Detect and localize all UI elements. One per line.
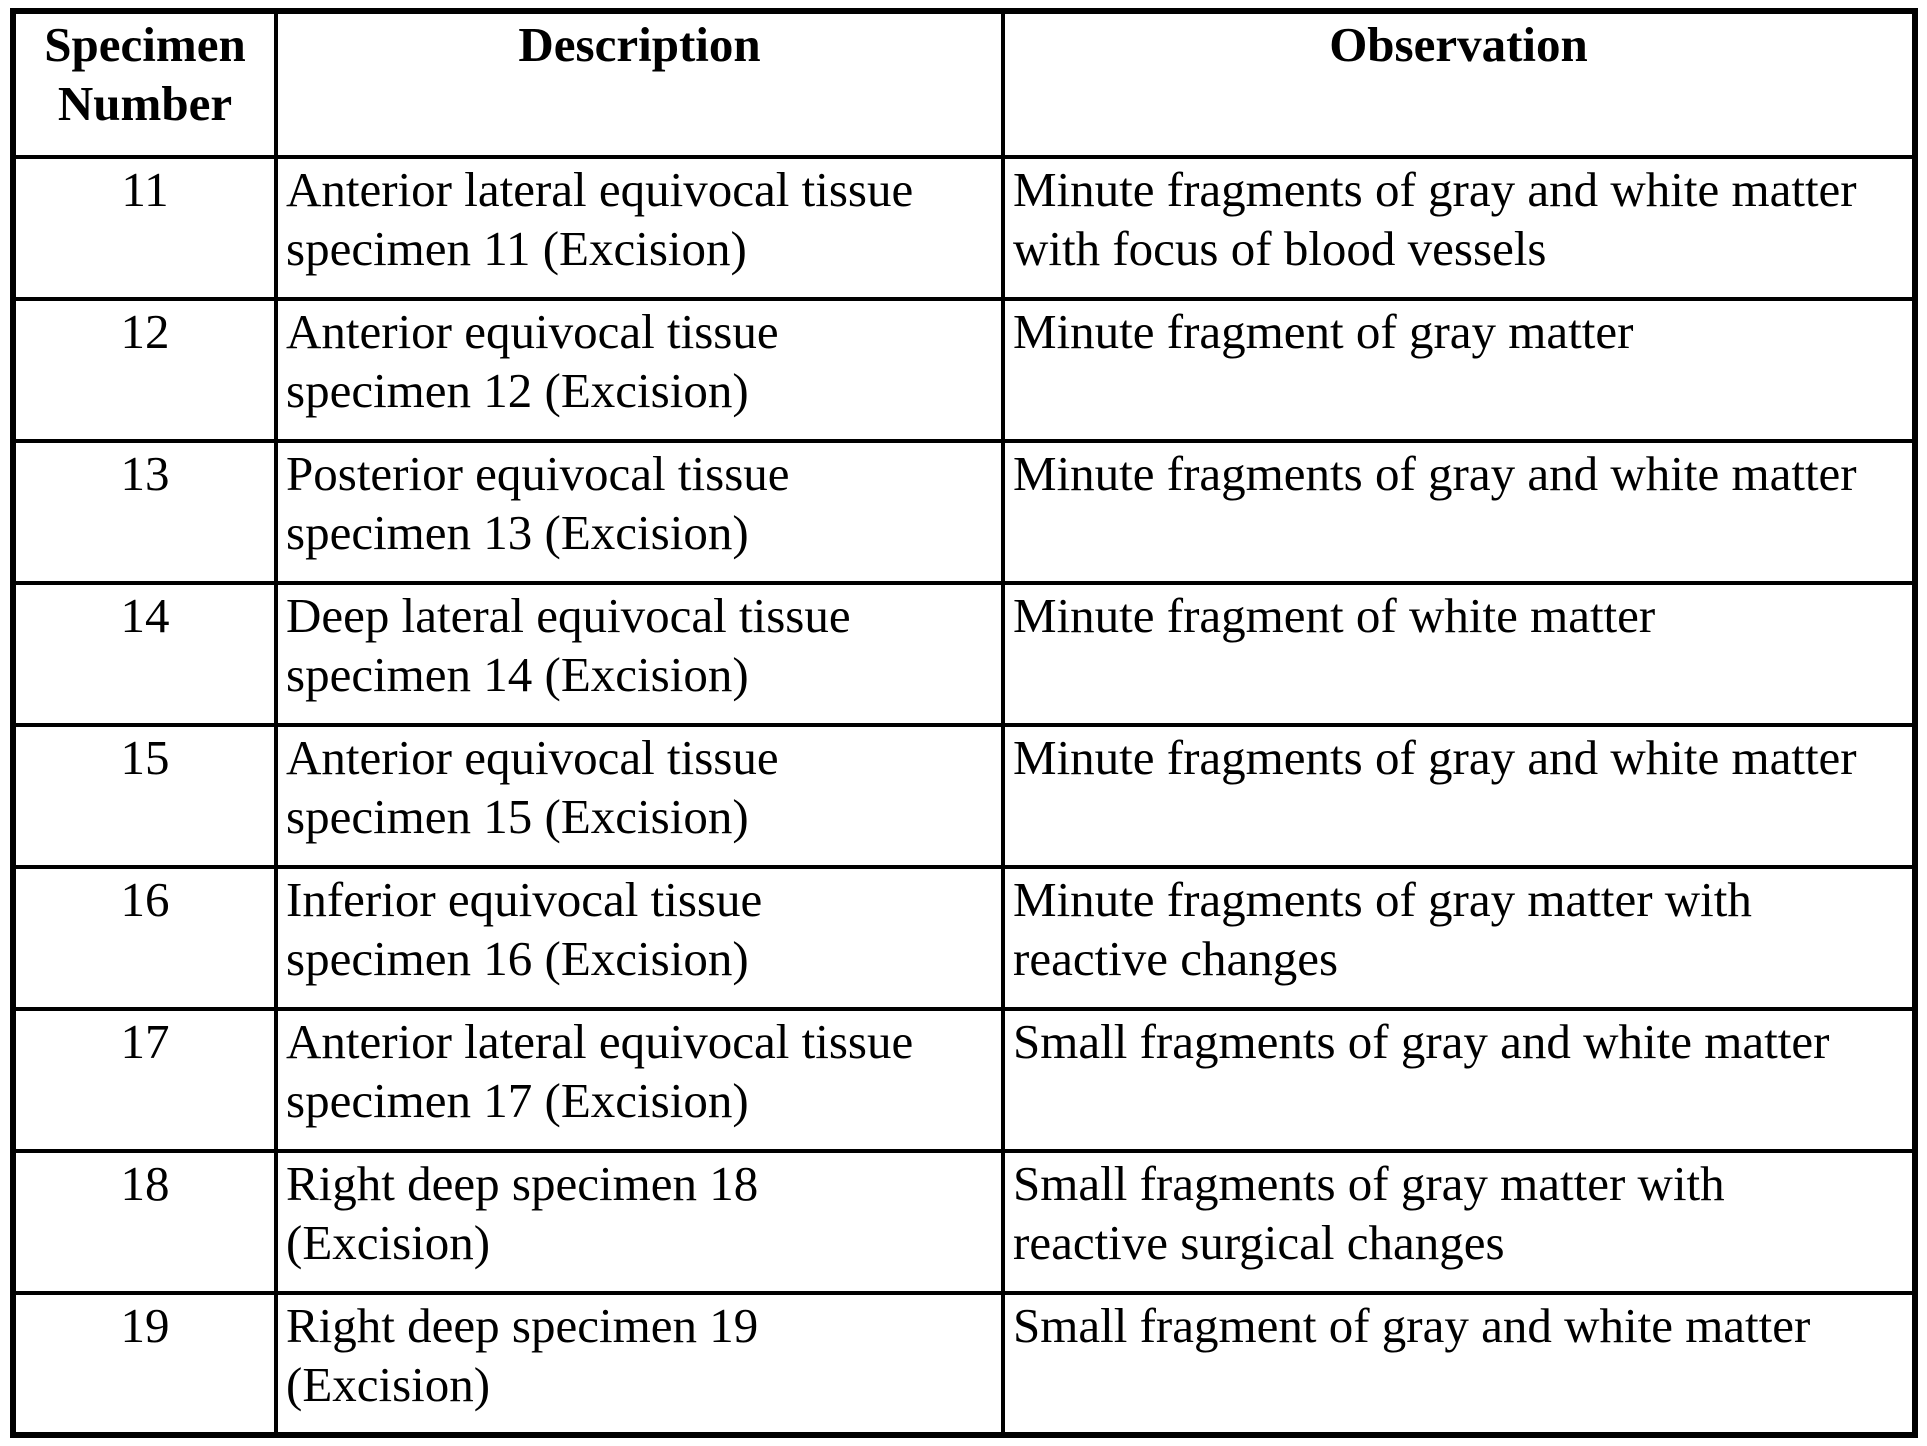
header-row	[13, 11, 1915, 157]
table-row	[13, 1293, 1915, 1435]
table-header	[13, 11, 1915, 157]
specimen-number-cell: 18	[13, 1151, 276, 1293]
description-cell: Right deep specimen 19 (Excision)	[276, 1293, 1003, 1435]
observation-cell: Minute fragment of gray matter	[1003, 299, 1915, 441]
specimen-number-cell: 13	[13, 441, 276, 583]
column-header-description: Description	[276, 11, 1003, 157]
specimen-table	[10, 8, 1918, 1438]
description-cell: Anterior lateral equivocal tissue specimen 11 (Excision)	[276, 157, 1003, 299]
column-header-specimen-number: Specimen Number	[13, 11, 276, 157]
table-row	[13, 157, 1915, 299]
specimen-number-cell: 12	[13, 299, 276, 441]
specimen-number-cell: 11	[13, 157, 276, 299]
table-row	[13, 299, 1915, 441]
description-cell: Anterior equivocal tissue specimen 15 (Excision)	[276, 725, 1003, 867]
specimen-number-cell: 14	[13, 583, 276, 725]
observation-cell: Minute fragments of gray and white matter with focus of blood vessels	[1003, 157, 1915, 299]
description-cell: Inferior equivocal tissue specimen 16 (Excision)	[276, 867, 1003, 1009]
table-row	[13, 725, 1915, 867]
description-cell: Anterior lateral equivocal tissue specimen 17 (Excision)	[276, 1009, 1003, 1151]
specimen-number-cell: 17	[13, 1009, 276, 1151]
table-row	[13, 441, 1915, 583]
description-cell: Posterior equivocal tissue specimen 13 (Excision)	[276, 441, 1003, 583]
description-cell: Deep lateral equivocal tissue specimen 14 (Excision)	[276, 583, 1003, 725]
table-row	[13, 583, 1915, 725]
specimen-number-cell: 15	[13, 725, 276, 867]
table-row	[13, 867, 1915, 1009]
observation-cell: Minute fragments of gray and white matter	[1003, 725, 1915, 867]
description-cell: Anterior equivocal tissue specimen 12 (Excision)	[276, 299, 1003, 441]
description-cell: Right deep specimen 18 (Excision)	[276, 1151, 1003, 1293]
table-row	[13, 1151, 1915, 1293]
specimen-number-cell: 16	[13, 867, 276, 1009]
observation-cell: Minute fragment of white matter	[1003, 583, 1915, 725]
observation-cell: Minute fragments of gray and white matter	[1003, 441, 1915, 583]
observation-cell: Minute fragments of gray matter with reactive changes	[1003, 867, 1915, 1009]
table-row	[13, 1009, 1915, 1151]
table-body	[13, 157, 1915, 1435]
observation-cell: Small fragments of gray and white matter	[1003, 1009, 1915, 1151]
observation-cell: Small fragments of gray matter with reactive surgical changes	[1003, 1151, 1915, 1293]
observation-cell: Small fragment of gray and white matter	[1003, 1293, 1915, 1435]
column-header-observation: Observation	[1003, 11, 1915, 157]
specimen-number-cell: 19	[13, 1293, 276, 1435]
